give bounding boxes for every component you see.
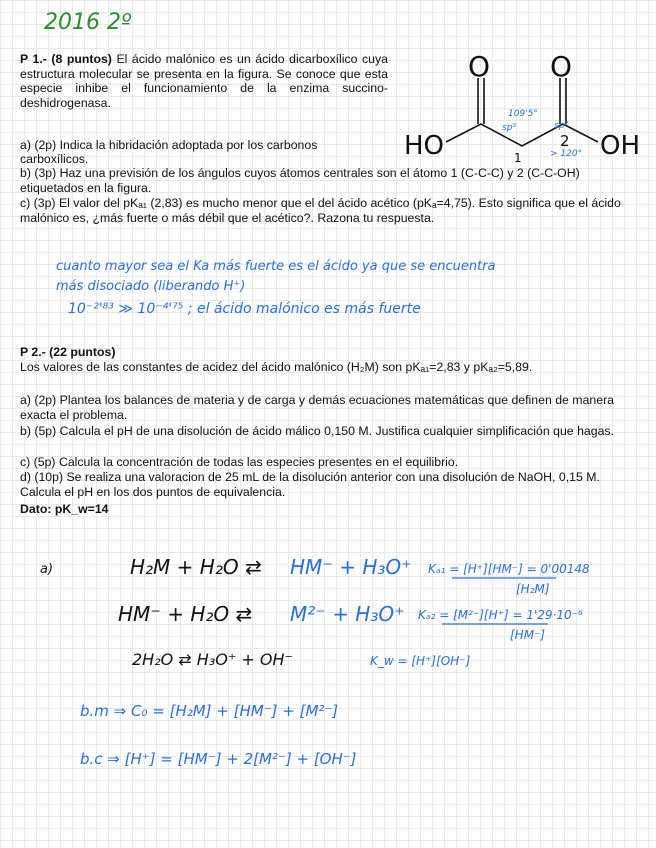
q1-answer-line-1: cuanto mayor sea el Ka más fuerte es el ácido ya que se encuentra [56, 259, 496, 274]
molecule-o-right: O [550, 50, 573, 83]
answer2-charge-balance: b.c ⇒ [H⁺] = [HM⁻] + 2[M²⁻] + [OH⁻] [80, 750, 357, 768]
q1-title: P 1.- (8 puntos) [20, 52, 112, 66]
answer2-eq2-den: [HM⁻] [510, 628, 546, 642]
answer2-eq3: 2H₂O ⇄ H₃O⁺ + OH⁻ [132, 650, 293, 669]
q1-part-c: c) (3p) El valor del pKₐ₁ (2,83) es mucho menor que el del ácido acético (pKₐ=4,75). Esto significa que el ácido malónico es, ¿más fuerte o más débil que el acético?. Razona tu respuesta. [20, 196, 621, 225]
q2-part-b: b) (5p) Calcula el pH de una disolución de ácido málico 0,150 M. Justifica cualquier simplificación que hagas. [20, 424, 614, 438]
answer2-eq3-k: K_w = [H⁺][OH⁻] [370, 654, 471, 668]
answer2-mass-balance: b.m ⇒ C₀ = [H₂M] + [HM⁻] + [M²⁻] [80, 702, 339, 720]
answer2-label: a) [40, 562, 54, 577]
note-gt-120: > 120° [550, 149, 583, 159]
molecule-ho: HO [404, 131, 445, 161]
answer2-eq1-lhs: H₂M + H₂O ⇄ [130, 555, 262, 579]
note-sp2: sp² [554, 121, 569, 131]
q1-part-a-1: a) (2p) Indica la hibridación adoptada por los carbonos [20, 138, 318, 152]
answer2-eq2-rhs: M²⁻ + H₃O⁺ [290, 602, 405, 626]
q2-part-a: a) (2p) Plantea los balances de materia y de carga y demás ecuaciones matemáticas que definen de manera exacta el problema. [20, 393, 615, 422]
q1-intro-text: El ácido malónico es un ácido dicarboxílico cuya estructura molecular se presenta en la figura. Se conoce que esta especie inhibe el funcionamiento de la enzima succino-deshidrogenasa. [20, 52, 389, 110]
molecule-label-2: 2 [560, 132, 570, 150]
q2-part-d: d) (10p) Se realiza una valoracion de 25 mL de la disolución anterior con una disolución de NaOH, 0,15 M. Calcula el pH en los dos puntos de equivalencia. [20, 470, 600, 499]
note-angle: 109'5° [508, 109, 538, 119]
q2-part-c: c) (5p) Calcula la concentración de todas las especies presentes en el equilibrio. [20, 455, 459, 469]
q2-dato-text: Dato: pK_w=14 [20, 502, 109, 516]
answer2-eq2-lhs: HM⁻ + H₂O ⇄ [118, 602, 253, 626]
molecule-o-left: O [468, 50, 491, 83]
answer2-eq1-rhs: HM⁻ + H₃O⁺ [290, 555, 412, 579]
answer2-eq2-k: Kₐ₂ = [M²⁻][H⁺] = 1'29·10⁻⁶ [418, 608, 583, 622]
q2-intro: Los valores de las constantes de acidez del ácido malónico (H₂M) son pKₐ₁=2,83 y pKₐ₂=5,89. [20, 360, 533, 374]
q1-answer-line-3: 10⁻²'⁸³ ≫ 10⁻⁴'⁷⁵ ; el ácido malónico es más fuerte [68, 301, 421, 317]
q1-answer-line-2: más disociado (liberando H⁺) [56, 279, 246, 294]
header-label: 2016 2º [44, 10, 132, 35]
answer2-eq1-k: Kₐ₁ = [H⁺][HM⁻] = 0'00148 [428, 562, 590, 576]
q1-part-a-2: carboxílicos. [20, 152, 89, 166]
answer2-eq1-den: [H₂M] [516, 582, 550, 596]
q2-title-text: P 2.- (22 puntos) [20, 345, 116, 359]
molecule-oh: OH [600, 131, 641, 161]
note-sp3: sp³ [502, 123, 517, 133]
molecule-label-1: 1 [514, 151, 522, 165]
q1-part-b: b) (3p) Haz una previsión de los ángulos cuyos átomos centrales son el átomo 1 (C-C-C) y 2 (C-C-OH) etiquetados en la figura. [20, 166, 580, 195]
